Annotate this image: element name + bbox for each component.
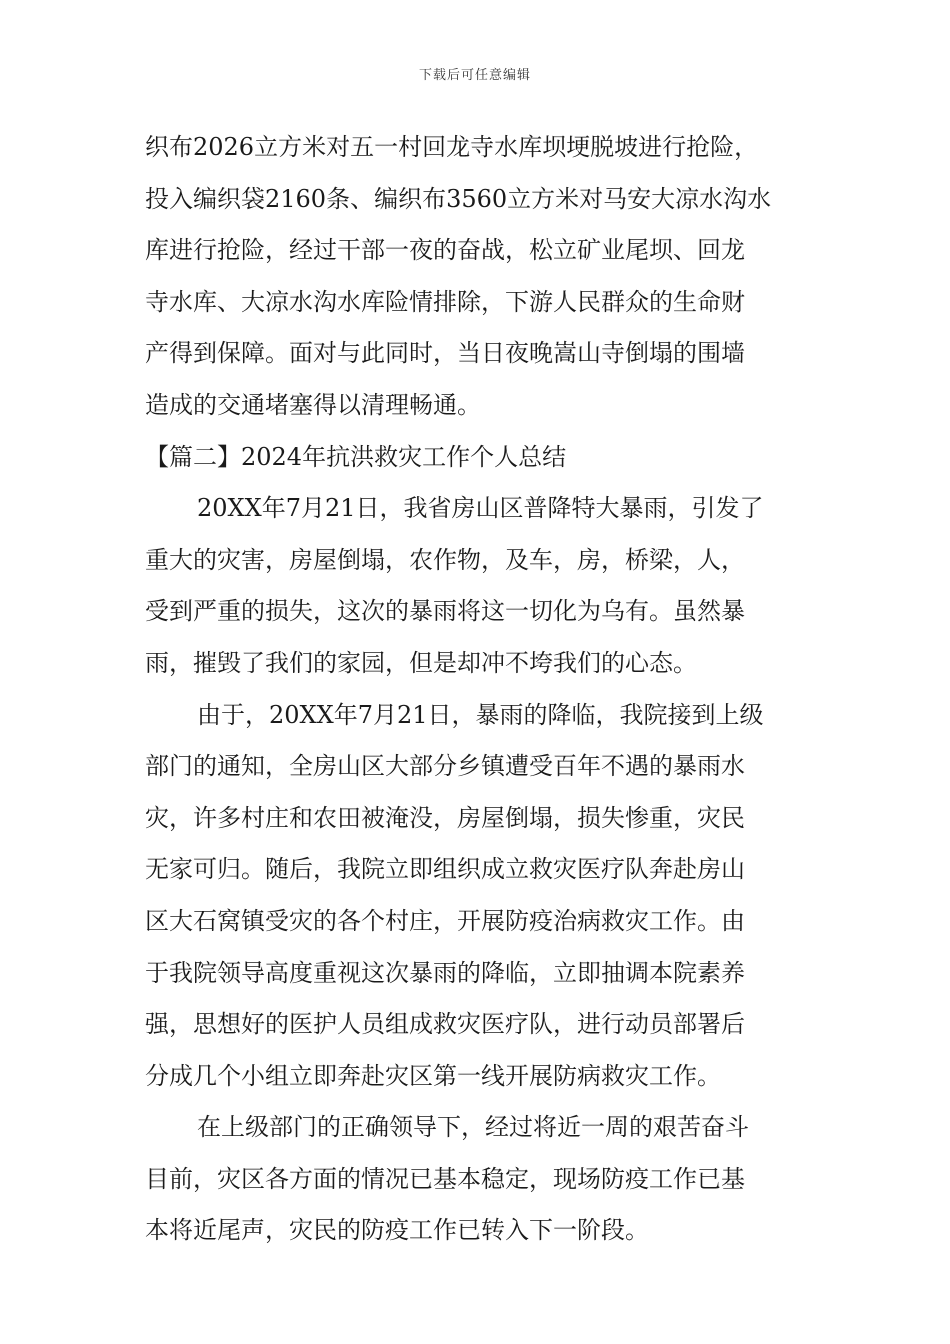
- text-line: 库进行抢险，经过干部一夜的奋战，松立矿业尾坝、回龙: [145, 236, 745, 265]
- text-line: 雨，摧毁了我们的家园，但是却冲不垮我们的心态。: [145, 648, 697, 677]
- text-line: 受到严重的损失，这次的暴雨将这一切化为乌有。虽然暴: [145, 597, 745, 626]
- document-body: [145, 128, 805, 1263]
- page-header: 下载后可任意编辑: [418, 68, 531, 83]
- text-line: 部门的通知，全房山区大部分乡镇遭受百年不遇的暴雨水: [145, 752, 745, 781]
- text-line: 寺水库、大凉水沟水库险情排除，下游人民群众的生命财: [145, 287, 745, 316]
- paragraph-first-line: 由于，20XX年7月21日，暴雨的降临，我院接到上级: [197, 700, 764, 729]
- text-line: 灾，许多村庄和农田被淹没，房屋倒塌，损失惨重，灾民: [145, 803, 745, 832]
- text-line: 本将近尾声，灾民的防疫工作已转入下一阶段。: [145, 1216, 649, 1245]
- text-line: 目前，灾区各方面的情况已基本稳定，现场防疫工作已基: [145, 1164, 745, 1193]
- paragraph-first-line: 20XX年7月21日，我省房山区普降特大暴雨，引发了: [197, 494, 764, 523]
- text-line: 分成几个小组立即奔赴灾区第一线开展防病救灾工作。: [145, 1061, 721, 1090]
- paragraph-first-line: 在上级部门的正确领导下，经过将近一周的艰苦奋斗: [197, 1113, 749, 1142]
- section-heading: 【篇二】2024年抗洪救灾工作个人总结: [145, 442, 567, 471]
- text-line: 无家可归。随后，我院立即组织成立救灾医疗队奔赴房山: [145, 855, 745, 884]
- text-line: 重大的灾害，房屋倒塌，农作物，及车，房，桥梁，人，: [145, 545, 745, 574]
- text-line: 造成的交通堵塞得以清理畅通。: [145, 390, 481, 419]
- text-line: 产得到保障。面对与此同时，当日夜晚嵩山寺倒塌的围墙: [145, 339, 745, 368]
- text-line: 强，思想好的医护人员组成救灾医疗队，进行动员部署后: [145, 1010, 745, 1039]
- text-line: 于我院领导高度重视这次暴雨的降临，立即抽调本院素养: [145, 958, 745, 987]
- text-line: 投入编织袋2160条、编织布3560立方米对马安大凉水沟水: [145, 184, 772, 213]
- text-line: 织布2026立方米对五一村回龙寺水库坝埂脱坡进行抢险，: [145, 133, 759, 161]
- text-line: 区大石窝镇受灾的各个村庄，开展防疫治病救灾工作。由: [145, 906, 745, 935]
